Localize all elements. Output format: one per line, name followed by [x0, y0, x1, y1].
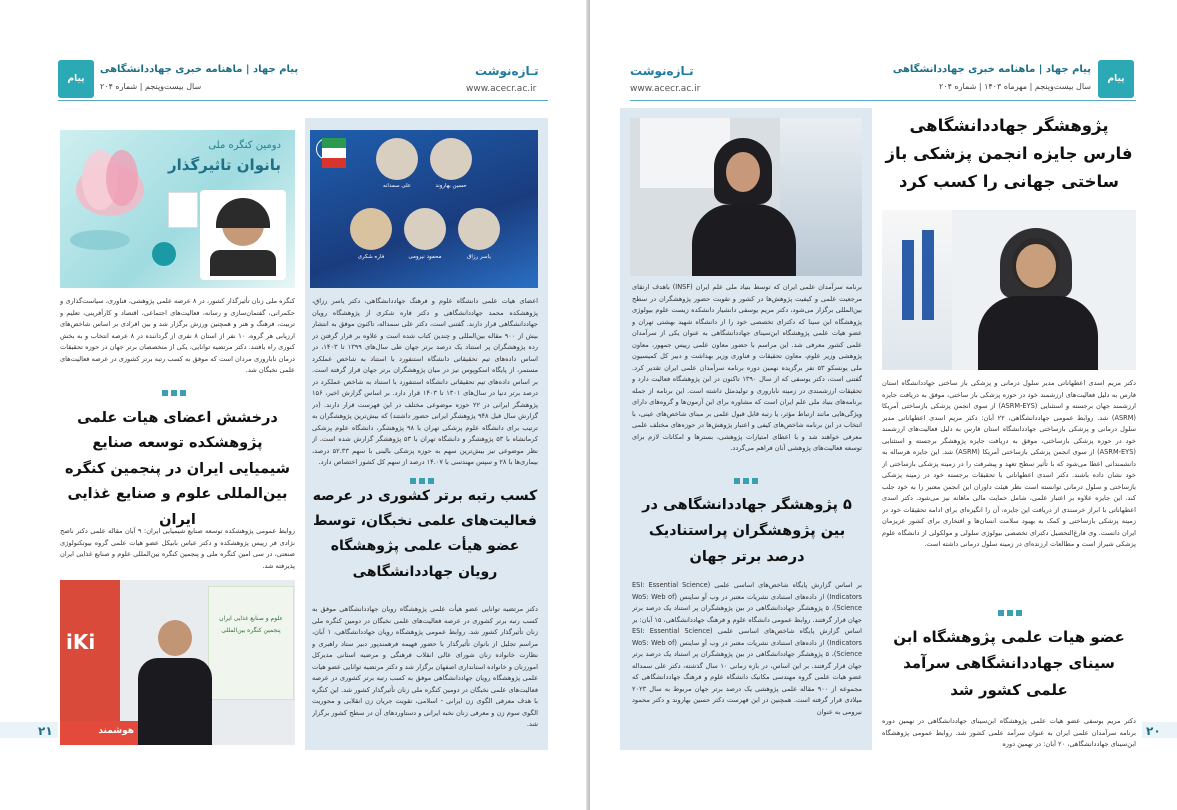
poster-line1: علوم و صنایع غذایی ایران — [219, 615, 283, 622]
yousefi-face — [726, 152, 760, 192]
site-url[interactable]: www.acecr.ac.ir — [466, 84, 537, 94]
left-page — [0, 0, 588, 810]
portrait-niroomi-name: محمود نیرومی — [408, 254, 442, 260]
portrait-niroomi — [404, 208, 446, 250]
certificate-frame — [200, 190, 286, 280]
brand-title: پیام جهاد | ماهنامه خبری جهاددانشگاهی — [100, 64, 299, 75]
magazine-logo: پیام — [58, 60, 94, 98]
citation-body: بر اساس گزارش پایگاه شاخص‌های اساسی علمی (ESI: Essential Science Indicators) از داده‌های استنادی نشریات معتبر در وب آو ساینس (WoS: Web of Science)، ۵ پژوهشگر جهاددانشگاهی در بین پژوهشگران پر استناد یک درصد برتر جهان قرار گرفتند. روابط عمومی دانشگاه علوم و فرهنگ جهاددانشگاهی، ۱۵ آبان: بر اساس گزارش پایگاه شاخص‌های اساسی علمی (ESI: Essential Science Indicators) از داده‌های استنادی نشریات معتبر در وب آو ساینس (WoS: Web of Science)، ۵ پژوهشگر جهاددانشگاهی در بین پژوهشگران پر استناد یک درصد برتر جهان قرار گرفتند. بر این اساس، در بازه زمانی ۱۰ سال گذشته، دکتر علی سمداله عضو هیات علمی گروه مهندسی مکانیک دانشگاه علوم و فرهنگ جهاددانشگاهی که مجموعه از ۹۰۰ مقاله علمی پژوهشی یک درصد برتر جهان مربوط به سال ۲۰۲۳ میلادی قرار گرفته است. همچنین در این فهرست دکتر حسین بهاروند و دکتر محمود نیرومی به عنوان — [632, 581, 862, 716]
magazine-logo: پیام — [1098, 60, 1134, 98]
yousefi-photo — [630, 118, 862, 276]
food-congress-body: روابط عمومی پژوهشکده توسعه صنایع شیمیایی ایران: ۹ آبان مقاله علمی دکتر ناصح نژادی فر رییس پژوهشکده و دکتر عباس بابیکل عضو هیات علمی گروه بیوتکنولوژی صنعتی، در سی امین کنگره ملی و پنجمین کنگره بین‌المللی علوم و صنایع غذایی ایران پذیرفته شد. — [60, 527, 295, 570]
poster-line2: پنجمین کنگره بین‌المللی — [221, 627, 281, 634]
yousefi-body — [692, 204, 796, 276]
congress-article-body: کنگره ملی زنان تأثیرگذار کشور، در ۸ عرصه علمی پژوهشی، فناوری، سیاست‌گذاری و حکمرانی، گفتمان‌سازی و رسانه، فعالیت‌های اجتماعی، اقتصاد و کارآفرینی، تعلیم و تربیت، فرهنگ و هنر و همچنین ورزش برگزار شد و بین افرادی بر اساس شاخص‌های ارزیابی هر گروه، ۱۰ نفر از استان ۸ نفری از گرداننده در ۸ عرصه انتخاب و به بخش کنوری راه یافتند. دکتر مرتضیه توانایی، یکی از متخصصان برتر جهان در حوزه تحقیقات درمان ناباروری مردان است که موفق به کسب رتبه برتر کشوری در عرصه فعالیت‌های علمی نخبگان شد. — [60, 297, 295, 375]
portrait-samdaneh-name: علی سمدانه — [382, 183, 412, 189]
lecturer-suit — [138, 658, 212, 745]
brand-title: پیام جهاد | ماهنامه خبری جهاددانشگاهی — [892, 64, 1091, 75]
congress-banner-photo — [60, 130, 295, 288]
citation-headline: ۵ پژوهشگر جهاددانشگاهی در بین پژوهشگران پراستنادیک درصد برتر جهان — [642, 497, 852, 566]
insf-body: برنامه سرآمدان علمی ایران که توسط بنیاد ملی علم ایران (INSF) باهدف ارتقای مرجعیت علمی و کیفیت پژوهش‌ها در کشور و تقویت حضور پژوهشگران در سطح بین‌المللی برگزار می‌شود، دکتر مریم یوسفی دانشیار دانشکده زیست علوم بیولوژی پژوهشگاه ابن سینا که دکترای تخصصی خود را از دانشگاه شهید بهشتی تهران و عضو هیات علمی پژوهشگاه ابن‌سینای جهاددانشگاهی به عنوان یکی از سرآمدان علمی کشور معرفی شد. این مراسم با حضور معاون علمی رییس جمهور، معاون پژوهشی وزیر علوم، معاون تحقیقات و فناوری وزیر بهداشت و دبیر کل کمیسیون ملی یونسکو ۵۳ نفر برگزیده نهمین دوره برنامه سرآمدان علمی ایران تقدیر کرد. گفتنی است، دکتر یوسفی که از سال ۱۳۹۰ تاکنون در این پژوهشگاه فعالیت دارد و تحقیقات ارزشمندی در زمینه ناباروری و تولیدمثل داشته است. این برنامه از جمله برنامه‌های بنیاد ملی علم ایران است که مشاوره برای این آزمون‌ها و گروه‌های دارای ویژگی‌هایی مانند ارتباط مؤثر، یا رتبه قابل قبول علمی بر مبنای شاخص‌های عینی، با انتخاب در این برنامه شاخص‌های کیفی و اعتبار پژوهش‌ها در حوزه‌های مختلف علمی معرفی خواهند شد و با اعطای امتیازات پژوهشی، بسترها و امکانات لازم برای توسعه فعالیت‌های پژوهشی آنان فراهم می‌گردد. — [632, 283, 862, 453]
poster-footer-text: هوشمند — [98, 726, 134, 736]
ibnsina-body: دکتر مریم یوسفی عضو هیات علمی پژوهشگاه ابن‌سینای جهاددانشگاهی در نهمین دوره برنامه سرآمدان علمی ایران به عنوان سرآمد علمی کشور شد. روابط عمومی پژوهشگاه ابن‌سینای جهاددانشگاهی، ۲۰ آبان: در نهمین دوره — [882, 717, 1136, 749]
fars-researcher-photo — [882, 210, 1136, 370]
separator-dots — [998, 610, 1022, 616]
portrait-baharvand-name: حسین بهاروند — [435, 183, 467, 189]
royan-body-bottom: دکتر مرتضیه توانایی عضو هیأت علمی پژوهشگاه رویان جهاددانشگاهی موفق به کسب رتبه برتر کشوری در عرصه فعالیت‌های علمی نخبگان در دومین کنگره ملی زنان تأثیرگذار کشور شد. روابط عمومی پژوهشگاه رویان جهاددانشگاهی، ۱ آبان، مراسم تجلیل از بانوان تأثیرگذار با حضور فهیمه فرهمندپور دبیر ستاد راهبری و نظارت خانواده زنان شورای عالی انقلاب فرهنگی و مرضیه استانی مدیرکل امورزنان و خانواده استانداری اصفهان برگزار شد و دکتر مرتضیه توانایی عضو هیات علمی پژوهشگاه رویان جهاددانشگاهی موفق به کسب رتبه برتر کشوری در عرصه فعالیت‌های علمی نخبگان در دومین کنگره ملی زنان تأثیرگذار کشور شد. این کنگره با هدف معرفی الگوی زن ایرانی - اسلامی، تقویت جریان زن انقلابی و محوریت الگوی سوم زن و معرفی زنان نخبه ایرانی و دستاوردهای آن در سطح کشور برگزار شد. — [312, 605, 538, 729]
header-rule — [58, 100, 548, 101]
separator-dots — [734, 478, 758, 484]
ibnsina-headline: عضو هیات علمی پژوهشگاه ابن سینای جهاددانشگاهی سرآمد علمی کشور شد — [893, 628, 1125, 699]
fars-body: دکتر مریم اسدی اعطهاناتی مدیر سلول درمانی و پزشکی باز ساختی جهاددانشگاه استان فارس به دلیل فعالیت‌های ارزشمند خود در حوزه پزشکی باز ساختی، موفق به دریافت جایزه ارزشمند جهان برجسته و استثنایی (ASRM-EYS) از سوی انجمن پزشکی بازساختی آمریکا (ASRM) شد. روابط عمومی جهاددانشگاهی، ۲۲ آبان: دکتر مریم اسدی اعطهاناتی مدیر سلول درمانی و پزشکی بازساختی جهاددانشگاه استان فارس به دلیل فعالیت‌های ارزشمند خود در حوزه پزشکی بازساختی، موفق به دریافت جایزه پژوهشگر برجسته و استثنایی (ASRM-EYS) از سوی انجمن پزشکی بازساختی آمریکا (ASRM) شد. این جایزه هرساله به دانشمندانی اعطا می‌شود که با تأثیر سطح تعهد و پیشرفت را در زمینه پزشکی بازساختی از خود نشان داده باشند. دکتر اسدی اعطهاناتی با تحقیقات برجسته خود در زمینه پزشکی بازساختی و سلول درمانی توانسته است نظر هیئت داوران این انجمن معتبر را به خود جلب کند. این جایزه علاوه بر اعتبار علمی، شامل حمایت مالی ماهانه نیز می‌شود. دکتر اسدی اعطهاناتی با ابراز خرسندی از دریافت این جایزه، آن را انگیزه‌ای برای ادامه تحقیقات خود در زمینه پزشکی بازساختی و کمک به بهبود سلامت انسان‌ها و افتخاری برای کشور عزیزمان ایران دانست. وی فارغ‌التحصیل دکترای تخصصی بیولوژی سلولی و مولکولی از دانشگاه علوم پزشکی شیراز است و مطالعات ارزنده‌ای در زمینه سلول درمانی داشته است. — [882, 379, 1136, 549]
portrait-razzagh — [458, 208, 500, 250]
royan-body-top: اعضای هیات علمی دانشگاه علوم و فرهنگ جهاددانشگاهی، دکتر یاسر رزاق، پژوهشکده محمد جهاددانشگاهی و دکتر فاره شکری از پژوهشگاه رویان جهاددانشگاهی قرار دارند. گفتنی است، دکتر علی سمداله، تاکنون موفق به انتشار بیش از ۹۰۰ مقاله بین‌المللی و چندین کتاب شده است و علاوه بر قرار گرفتن در رده پژوهشگران پر استناد یک درصد برتر جهان طی سال‌های ۱۳۹۹ تا ۱۴۰۳، در اساس داده‌های تیم تحقیقاتی دانشگاه استنفورد با استناد به شاخص عملکرد مستمر، از پایگاه اسکوپوس نیز در میان پژوهشگران برتر جهان قرار گرفته است. بر اساس داده‌های تیم تحقیقاتی دانشگاه استنفورد با استناد به شاخص عملکرد در درصد برتر دنیا در سال‌های ۱۳۰۱ تا ۱۴۰۳ قرار دارد. بر اساس گزارش اخیر، ۱۵۶ پژوهشگر ایرانی در ۲۲ حوزه موضوعی مختلف در این فهرست قرار دارند. (در گزارش سال قبل ۹۴۸ پژوهشگر ایرانی حضور داشتند) که بیش‌ترین پژوهشگران به ترتیب برای دانشگاه علوم پزشکی تهران با ۹۸ پژوهشگر، دانشگاه علوم پزشکی کرمانشاه با ۵۳ پژوهشگر و دانشگاه تهران با ۵۳ پژوهشگر گزارش شده است. از نظر موضوعی نیز بیش‌ترین سهم به حوزه پزشکی بالینی با سهم ۵۲.۳۳ درصد، بیماری‌ها با ۲۸ و سپس مهندسی با ۱۴.۰۷ درصد از سهم کل کشور اختصاص دارد. — [312, 297, 538, 467]
poster-footer-bar — [60, 721, 138, 745]
separator-dots — [162, 390, 186, 396]
lecturer-photo — [60, 580, 295, 745]
jihad-seal-icon — [152, 242, 176, 266]
iki-logo: iKi — [66, 630, 96, 654]
header-rule — [630, 100, 1136, 101]
certificate-paper — [168, 192, 198, 228]
flag-blue — [902, 240, 914, 320]
portrait-samdaneh — [376, 138, 418, 180]
issue-info: سال بیست‌وپنجم | شماره ۲۰۴ — [100, 82, 202, 91]
page-number: ۲۰ — [1146, 724, 1161, 738]
researcher-face-inner — [1016, 244, 1056, 288]
food-congress-headline: درخشش اعضای هیات علمی پژوهشکده توسعه صنایع شیمیایی ایران در پنجمین کنگره بین‌المللی علوم و صنایع غذایی ایران — [64, 410, 290, 528]
iran-flag-icon — [322, 138, 346, 168]
site-url[interactable]: www.acecr.ac.ir — [630, 84, 701, 94]
banner-line2: بانوان تاثیرگذار — [168, 156, 281, 174]
researchers-collage — [310, 130, 538, 288]
bookshelf-background — [882, 210, 952, 370]
lecturer-face — [158, 620, 192, 656]
portrait-shokri-name: فاره شکری — [357, 254, 385, 260]
right-page — [590, 0, 1177, 810]
section-rubric: تـازه‌نوشت — [475, 64, 539, 78]
congress-poster — [208, 586, 294, 700]
portrait-baharvand — [430, 138, 472, 180]
flag-blue-2 — [922, 230, 934, 320]
researcher-body — [978, 296, 1098, 370]
section-rubric: تـازه‌نوشت — [630, 64, 694, 78]
issue-info: سال بیست‌وپنجم | مهرماه ۱۴۰۳ | شماره ۲۰۴ — [939, 82, 1091, 91]
royan-headline: کسب رتبه برتر کشوری در عرصه فعالیت‌های علمی نخبگان، توسط عضو هیأت علمی پژوهشگاه رویان جهاددانشگاهی — [312, 488, 538, 580]
portrait-razzagh-name: یاسر رزاق — [467, 254, 491, 260]
winner-shoulders — [210, 250, 276, 276]
portrait-shokri — [350, 208, 392, 250]
winner-hijab — [216, 198, 270, 228]
page-number: ۲۱ — [38, 724, 53, 738]
banner-line1: دومین کنگره ملی — [208, 140, 281, 151]
fars-headline: پژوهشگر جهاددانشگاهی فارس جایزه انجمن پزشکی باز ساختی جهانی را کسب کرد — [885, 116, 1133, 192]
